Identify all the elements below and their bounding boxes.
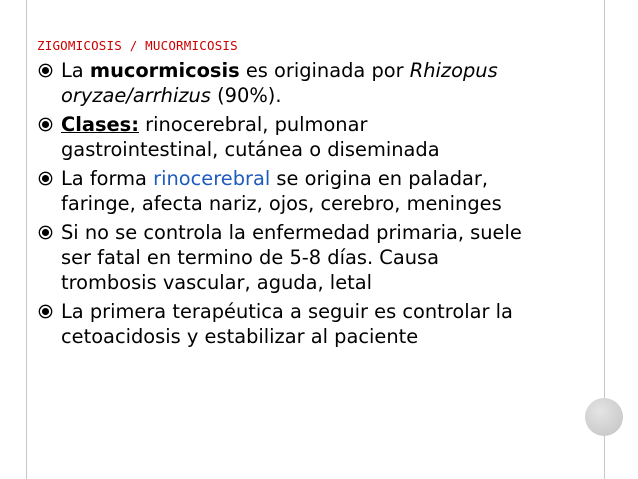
- text-fragment: La primera terapéutica a seguir es controlar la: [61, 300, 513, 323]
- text-fragment: La forma: [61, 167, 154, 190]
- text-fragment: La: [61, 59, 90, 82]
- bullet-item: [36, 112, 606, 162]
- circle-bullet-icon: [38, 225, 53, 240]
- circle-bullet-icon: [38, 63, 53, 78]
- corner-circle-decoration: [585, 398, 623, 436]
- highlight-rinocerebral: rinocerebral: [153, 167, 271, 190]
- text-fragment: ser fatal en termino de 5-8 días. Causa: [61, 246, 439, 269]
- text-fragment: se origina en paladar,: [270, 167, 489, 190]
- label-clases: Clases:: [61, 113, 139, 136]
- text-fragment: cetoacidosis y estabilizar al paciente: [61, 325, 419, 348]
- left-guide-line: [26, 0, 27, 479]
- bullet-item: [36, 58, 606, 108]
- species-name: Rhizopus: [409, 59, 498, 82]
- text-fragment: gastrointestinal, cutánea o diseminada: [61, 138, 440, 161]
- species-name: oryzae/arrhizus: [61, 84, 211, 107]
- text-fragment: faringe, afecta nariz, ojos, cerebro, meninges: [61, 192, 502, 215]
- circle-bullet-icon: [38, 304, 53, 319]
- text-fragment: es originada por: [239, 59, 410, 82]
- bullet-list: [36, 58, 606, 353]
- text-fragment: Si no se controla la enfermedad primaria, suele: [61, 221, 522, 244]
- term-mucormicosis: mucormicosis: [89, 59, 240, 82]
- bullet-item: [36, 220, 606, 295]
- text-fragment: trombosis vascular, aguda, letal: [61, 271, 372, 294]
- circle-bullet-icon: [38, 171, 53, 186]
- circle-bullet-icon: [38, 117, 53, 132]
- bullet-item: [36, 299, 606, 349]
- text-fragment: rinocerebral, pulmonar: [138, 113, 368, 136]
- slide-title: ZIGOMICOSIS / MUCORMICOSIS: [37, 38, 238, 53]
- text-fragment: (90%).: [210, 84, 282, 107]
- bullet-item: [36, 166, 606, 216]
